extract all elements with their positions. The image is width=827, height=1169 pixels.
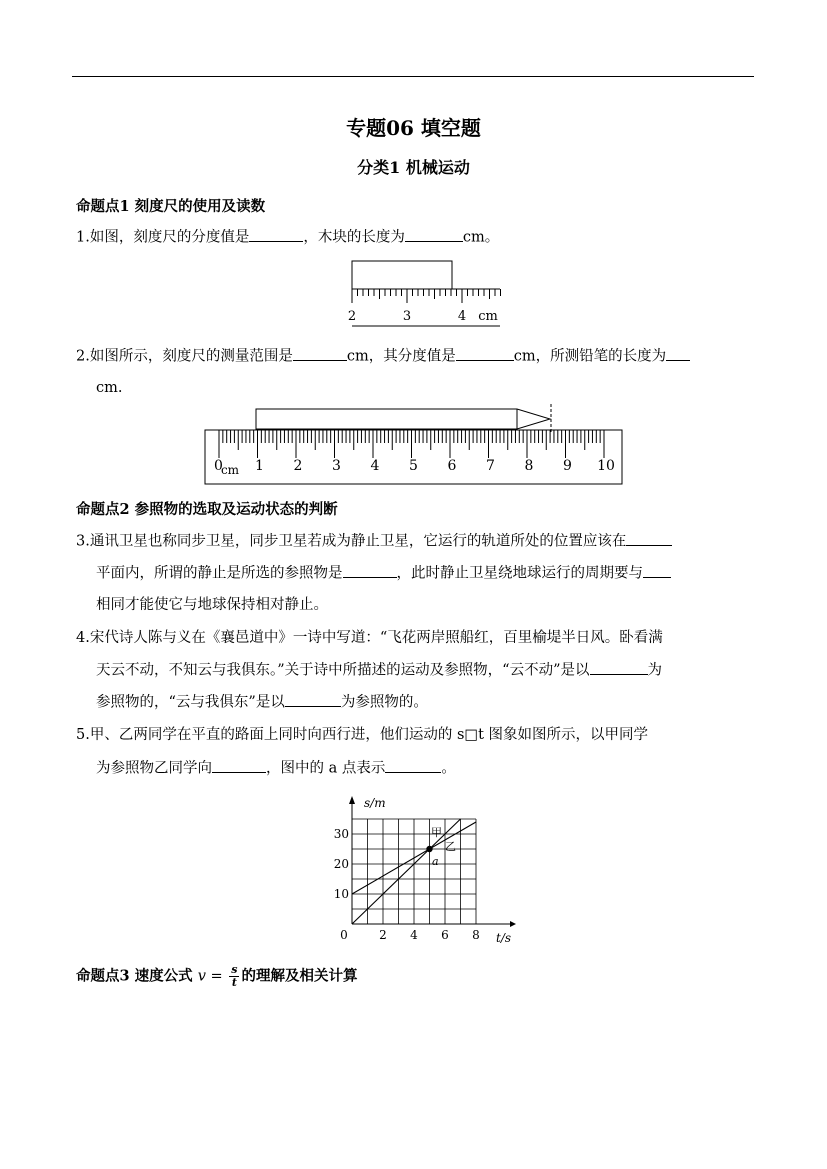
question-2-cont: cm. <box>96 380 123 396</box>
ruler-figure-2 <box>200 402 630 488</box>
blank[interactable] <box>285 691 341 707</box>
y-axis-arrow <box>349 796 355 804</box>
y-tick-label: 10 <box>333 887 349 901</box>
blank[interactable] <box>626 530 672 546</box>
header-rule <box>72 76 754 77</box>
page-title: 专题06 填空题 <box>346 116 481 140</box>
y-tick-label: 20 <box>333 857 349 871</box>
x-tick-label: 4 <box>410 928 418 942</box>
question-4-line3: 参照物的，“云与我俱东”是以 为参照物的。 <box>96 691 756 714</box>
tick-label: 0 <box>214 458 223 474</box>
tick-label: 7 <box>486 458 495 474</box>
wooden-block <box>352 261 452 289</box>
question-5: 5.甲、乙两同学在平直的路面上同时向西行进，他们运动的 s□t 图象如图所示，以甲同学 <box>76 727 649 743</box>
tick-label: 4 <box>457 309 467 324</box>
tick-label: 4 <box>370 458 380 474</box>
blank[interactable] <box>405 226 463 242</box>
series-label-jia: 甲 <box>431 826 442 839</box>
formula-fraction: $\frac{s}{t}$ <box>231 963 238 989</box>
pencil <box>256 409 550 429</box>
tick-label: 8 <box>524 458 534 474</box>
x-tick-label: 8 <box>472 928 480 942</box>
point-a-label: a <box>432 855 439 868</box>
series-label-yi: 乙 <box>445 840 456 853</box>
st-graph <box>330 790 520 950</box>
section-heading-1: 命题点1 刻度尺的使用及读数 <box>76 198 266 215</box>
tick-label: 10 <box>597 458 615 474</box>
tick-label: 2 <box>347 309 357 324</box>
blank[interactable] <box>249 226 303 242</box>
x-tick-label: 6 <box>441 928 449 942</box>
ruler-figure-1 <box>340 258 510 330</box>
section-heading-2: 命题点2 参照物的选取及运动状态的判断 <box>76 501 338 518</box>
question-5-line2: 为参照物乙同学向 ，图中的 a 点表示 。 <box>96 757 756 780</box>
question-3: 3.通讯卫星也称同步卫星，同步卫星若成为静止卫星，它运行的轨道所处的位置应该在 <box>76 530 756 553</box>
x-axis-arrow <box>510 921 516 927</box>
series-line-jia <box>352 819 461 924</box>
page-subtitle: 分类1 机械运动 <box>357 158 470 177</box>
blank[interactable] <box>590 659 648 675</box>
question-3-line3: 相同才能使它与地球保持相对静止。 <box>96 597 328 613</box>
x-tick-label: 0 <box>340 928 348 942</box>
y-axis-label: s/m <box>364 796 386 810</box>
question-3-line2: 平面内，所谓的静止是所选的参照物是 ，此时静止卫星绕地球运行的周期要与 <box>96 562 756 585</box>
blank[interactable] <box>343 562 397 578</box>
blank[interactable] <box>643 562 671 578</box>
section-heading-3: 命题点3 速度公式 v = $\frac{s}{t}$ 的理解及相关计算 <box>76 963 358 989</box>
unit-label: cm <box>478 309 498 324</box>
question-2: 2.如图所示，刻度尺的测量范围是 cm，其分度值是 cm，所测铅笔的长度为 <box>76 345 756 368</box>
question-4-line2: 天云不动，不知云与我俱东。”关于诗中所描述的运动及参照物，“云不动”是以 为 <box>96 659 756 682</box>
question-4: 4.宋代诗人陈与义在《襄邑道中》一诗中写道：“飞花两岸照船红，百里榆堤半日风。卧看满 <box>76 630 663 646</box>
tick-label: 6 <box>447 458 457 474</box>
blank[interactable] <box>385 757 441 773</box>
blank[interactable] <box>293 345 347 361</box>
ruler-body <box>205 430 622 484</box>
tick-label: 3 <box>332 458 341 474</box>
tick-label: 5 <box>409 458 418 474</box>
tick-label: 9 <box>563 458 572 474</box>
blank[interactable] <box>666 345 690 361</box>
x-tick-label: 2 <box>379 928 387 942</box>
x-axis-label: t/s <box>496 931 512 945</box>
tick-label: 2 <box>293 458 303 474</box>
point-a <box>426 846 432 852</box>
tick-label: 1 <box>255 458 264 474</box>
unit-label: cm <box>220 463 240 477</box>
blank[interactable] <box>456 345 514 361</box>
blank[interactable] <box>212 757 266 773</box>
formula-lhs: v = <box>197 968 228 985</box>
tick-label: 3 <box>402 309 412 324</box>
y-tick-label: 30 <box>333 827 349 841</box>
question-1: 1.如图，刻度尺的分度值是 ，木块的长度为 cm。 <box>76 226 756 249</box>
